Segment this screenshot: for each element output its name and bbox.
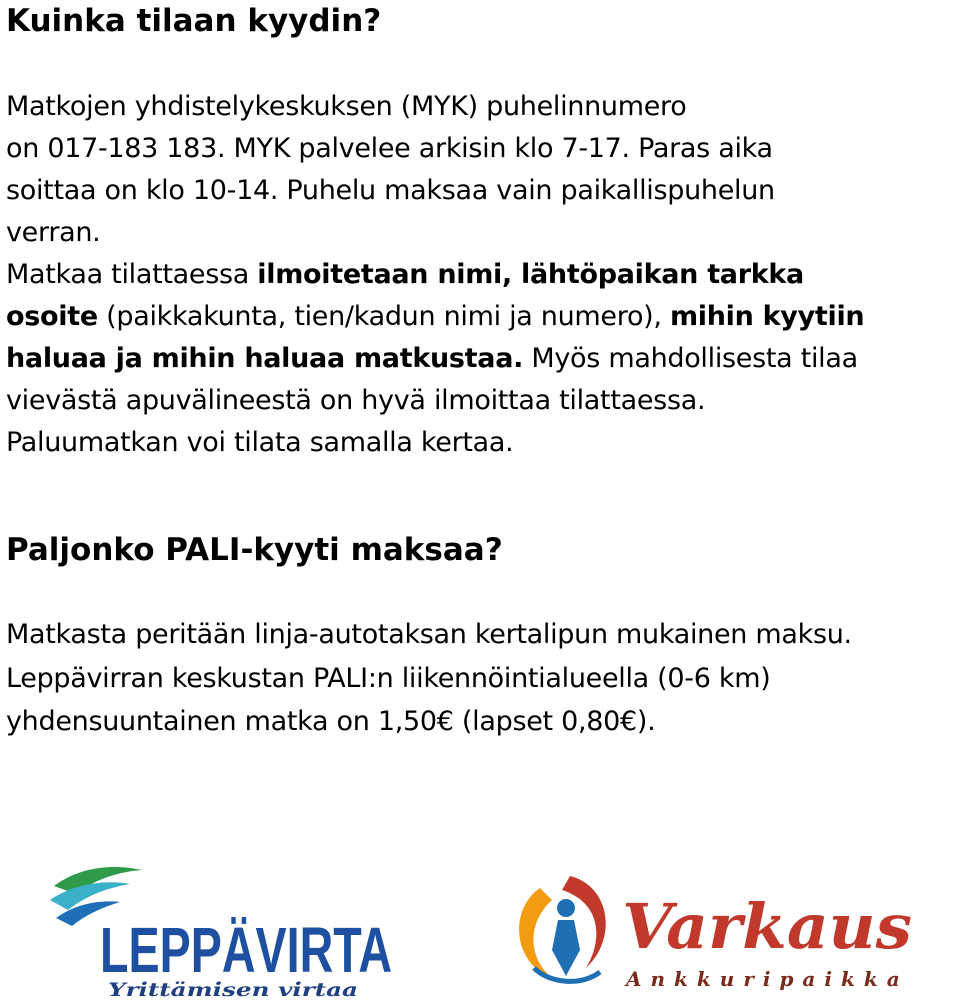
text-line	[6, 339, 858, 379]
text-line	[6, 615, 852, 655]
text-segment: vievästä apuvälineestä on hyvä ilmoittaa tilattaessa.	[6, 385, 706, 416]
text-segment: yhdensuuntainen matka on 1,50€ (lapset 0,80€).	[6, 706, 656, 737]
text-line	[6, 702, 655, 742]
leppavirta-slogan: Yrittämisen virtaa	[108, 979, 358, 1000]
leppavirta-logo	[46, 860, 406, 1000]
text-segment: Matkaa tilattaessa	[6, 259, 258, 290]
text-segment: Leppävirran keskustan PALI:n liikennöintialueella (0-6 km)	[6, 663, 771, 694]
text-line	[6, 659, 770, 699]
text-segment: (paikkakunta, tien/kadun nimi ja numero),	[97, 301, 670, 332]
heading-price: Paljonko PALI-kyyti maksaa?	[6, 532, 503, 568]
text-line	[6, 297, 864, 337]
bold-text-segment: osoite	[6, 301, 98, 332]
text-segment: Paluumatkan voi tilata samalla kertaa.	[6, 427, 514, 458]
text-line	[6, 171, 775, 211]
text-line	[6, 129, 773, 169]
varkaus-slogan: Ankkuripaikka	[626, 967, 909, 991]
varkaus-wordmark: Varkaus	[622, 890, 912, 963]
text-line	[6, 381, 705, 421]
text-segment: soittaa on klo 10-14. Puhelu maksaa vain paikallispuhelun	[6, 175, 775, 206]
text-line	[6, 213, 100, 253]
text-line	[6, 255, 804, 295]
leppavirta-wordmark: LEPPÄVIRTA	[100, 914, 392, 986]
bold-text-segment: ilmoitetaan nimi, lähtöpaikan tarkka	[257, 259, 804, 290]
text-line	[6, 423, 513, 463]
text-segment: Matkasta peritään linja-autotaksan kertalipun mukainen maksu.	[6, 619, 852, 650]
text-segment: Myös mahdollisesta tilaa	[523, 343, 858, 374]
varkaus-logo	[500, 868, 930, 998]
text-segment: verran.	[6, 217, 101, 248]
bold-text-segment: mihin kyytiin	[669, 301, 865, 332]
text-segment: on 017-183 183. MYK palvelee arkisin klo 7-17. Paras aika	[6, 133, 773, 164]
text-segment: Matkojen yhdistelykeskuksen (MYK) puhelinnumero	[6, 91, 687, 122]
text-line	[6, 87, 686, 127]
heading-how-to-order: Kuinka tilaan kyydin?	[6, 3, 382, 39]
bold-text-segment: haluaa ja mihin haluaa matkustaa.	[6, 343, 524, 374]
